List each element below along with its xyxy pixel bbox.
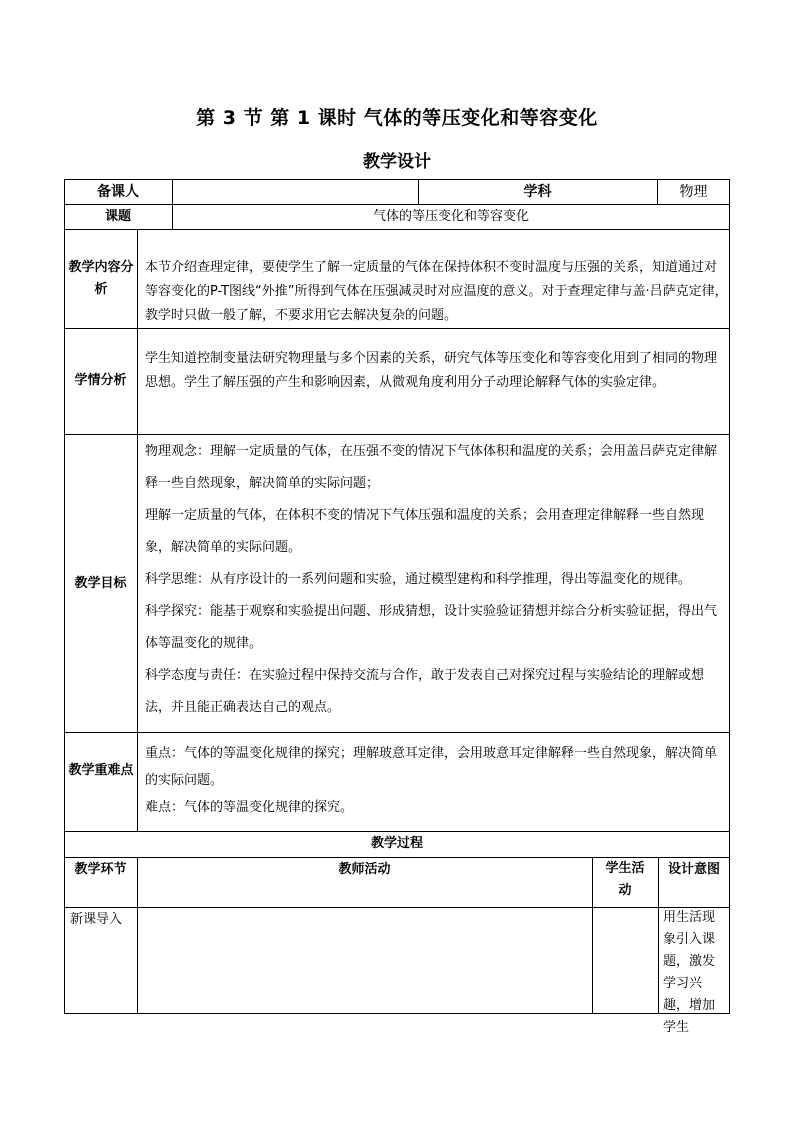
topic-label: 课题 — [104, 209, 131, 224]
document-subtitle: 教学设计 — [363, 152, 431, 172]
column-teacher: 教师活动 — [338, 862, 391, 877]
column-stage: 教学环节 — [74, 862, 127, 877]
learner-analysis-text: 学生知道控制变量法研究物理量与多个因素的关系，研究气体等压变化和等容变化用到了相同的物理思想。学生了解压强的产生和影响因素，从微观角度利用分子动理论解释气体的实验定律。 — [145, 351, 718, 390]
content-analysis-label: 教学内容分析 — [68, 260, 134, 297]
objective-item: 科学态度与责任：在实验过程中保持交流与合作，敢于发表自己对探究过程与实验结论的理解或想法，并且能正确表达自己的观点。 — [145, 668, 705, 715]
column-student: 学生活动 — [605, 861, 645, 898]
objective-item: 物理观念：理解一定质量的气体，在压强不变的情况下气体体积和温度的关系；会用盖吕萨克定律解释一些自然现象，解决简单的实际问题； — [145, 444, 718, 491]
objective-item: 科学思维：从有序设计的一系列问题和实验，通过模型建构和科学推理，得出等温变化的规律。 — [145, 572, 692, 587]
column-intent: 设计意图 — [667, 862, 720, 877]
objectives-label: 教学目标 — [74, 576, 127, 591]
key-points-label: 教学重难点 — [68, 763, 134, 778]
subject-value: 物理 — [679, 184, 708, 200]
process-stage-cell: 新课导入 — [70, 912, 123, 927]
objectives-list — [145, 436, 729, 724]
objective-item: 科学探究：能基于观察和实验提出问题、形成猜想，设计实验验证猜想并综合分析实验证据，得出气体等温变化的规律。 — [145, 604, 718, 651]
objective-item: 理解一定质量的气体，在体积不变的情况下气体压强和温度的关系；会用查理定律解释一些自然现象，解决简单的实际问题。 — [145, 508, 705, 555]
subject-label: 学科 — [523, 184, 552, 200]
key-point-item: 难点：气体的等温变化规律的探究。 — [145, 800, 354, 815]
document-title: 第 3 节 第 1 课时 气体的等压变化和等容变化 — [196, 107, 598, 129]
preparer-label: 备课人 — [97, 184, 139, 200]
topic-value: 气体的等压变化和等容变化 — [372, 209, 529, 224]
process-heading: 教学过程 — [370, 836, 423, 851]
process-intent-cell: 用生活现象引入课题，激发学习兴趣，增加学生 — [663, 910, 716, 1035]
learner-analysis-label: 学情分析 — [74, 373, 127, 388]
key-points-list — [145, 740, 729, 821]
key-point-item: 重点：气体的等温变化规律的探究；理解玻意耳定律，会用玻意耳定律解释一些自然现象，解决简单的实际问题。 — [145, 746, 718, 788]
content-analysis-text: 本节介绍查理定律，要使学生了解一定质量的气体在保持体积不变时温度与压强的关系，知道通过对等容变化的P-T图线“外推”所得到气体在压强减灵时对应温度的意义。对于查理定律与盖·吕萨克定律，教学时只做一般了解，不要求用它去解决复杂的问题。 — [145, 260, 728, 323]
